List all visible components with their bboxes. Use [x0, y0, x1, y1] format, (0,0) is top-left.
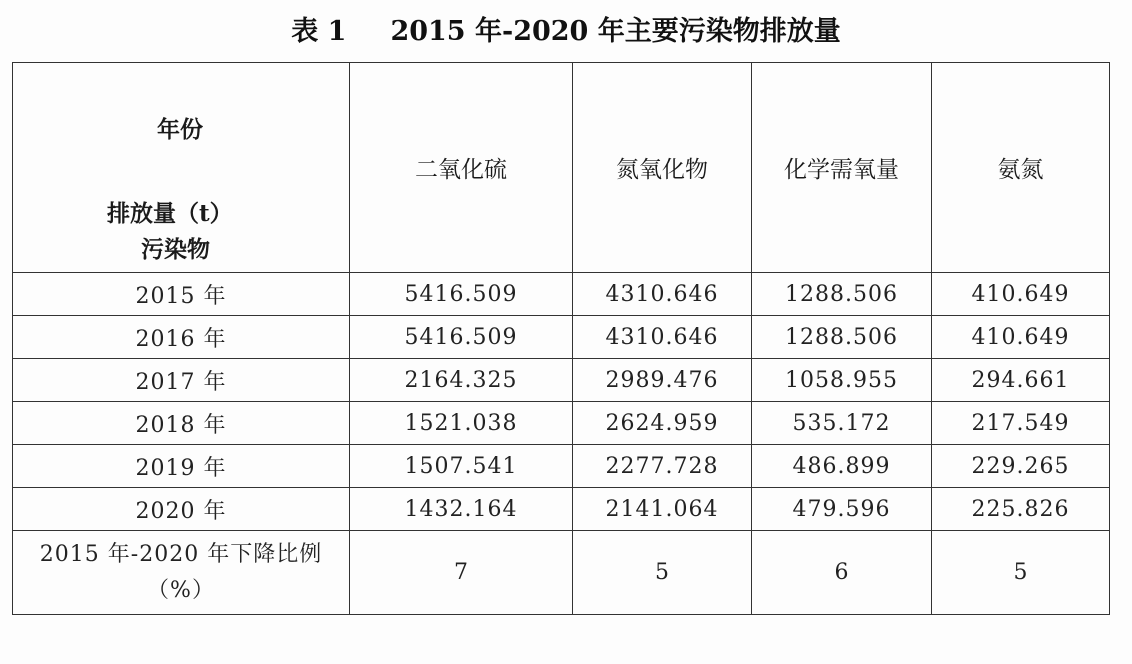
value-cell: 1432.164 — [350, 488, 573, 531]
value-cell: 486.899 — [752, 445, 932, 488]
reduction-ratio-value: 7 — [350, 531, 573, 615]
reduction-ratio-value: 6 — [752, 531, 932, 615]
table-row — [13, 316, 1110, 359]
value-cell: 1058.955 — [752, 359, 932, 402]
value-cell: 410.649 — [932, 273, 1110, 316]
value-cell: 4310.646 — [573, 316, 752, 359]
row-year-cell: 2015 年 — [13, 273, 350, 316]
value-cell: 2277.728 — [573, 445, 752, 488]
column-header-cod: 化学需氧量 — [752, 63, 932, 273]
row-year-cell: 2016 年 — [13, 316, 350, 359]
table-row — [13, 402, 1110, 445]
row-year-cell: 2018 年 — [13, 402, 350, 445]
value-cell: 1507.541 — [350, 445, 573, 488]
table-number: 表 1 — [291, 16, 347, 47]
row-year-cell: 2019 年 — [13, 445, 350, 488]
reduction-ratio-label: 2015 年-2020 年下降比例 — [39, 541, 323, 567]
value-cell: 479.596 — [752, 488, 932, 531]
reduction-ratio-label-cell — [13, 531, 350, 615]
corner-header-cell — [13, 63, 350, 273]
value-cell: 5416.509 — [350, 316, 573, 359]
corner-pollutant-label: 污染物 — [141, 236, 210, 263]
value-cell: 5416.509 — [350, 273, 573, 316]
table-row — [13, 488, 1110, 531]
reduction-ratio-row — [13, 531, 1110, 615]
value-cell: 4310.646 — [573, 273, 752, 316]
value-cell: 1288.506 — [752, 316, 932, 359]
corner-quantity-label: 排放量（t） — [107, 200, 233, 227]
table-row — [13, 445, 1110, 488]
value-cell: 229.265 — [932, 445, 1110, 488]
value-cell: 2164.325 — [350, 359, 573, 402]
value-cell: 1288.506 — [752, 273, 932, 316]
column-header-ammonia: 氨氮 — [932, 63, 1110, 273]
table-header-row — [13, 63, 1110, 273]
value-cell: 217.549 — [932, 402, 1110, 445]
corner-year-label: 年份 — [157, 116, 203, 143]
column-header-so2: 二氧化硫 — [350, 63, 573, 273]
value-cell: 1521.038 — [350, 402, 573, 445]
column-header-nox: 氮氧化物 — [573, 63, 752, 273]
row-year-cell: 2020 年 — [13, 488, 350, 531]
value-cell: 410.649 — [932, 316, 1110, 359]
value-cell: 2141.064 — [573, 488, 752, 531]
value-cell: 2624.959 — [573, 402, 752, 445]
reduction-ratio-value: 5 — [932, 531, 1110, 615]
table-title: 2015 年-2020 年主要污染物排放量 — [390, 16, 841, 47]
table-row — [13, 273, 1110, 316]
value-cell: 294.661 — [932, 359, 1110, 402]
emissions-table — [12, 62, 1110, 615]
value-cell: 2989.476 — [573, 359, 752, 402]
value-cell: 535.172 — [752, 402, 932, 445]
row-year-cell: 2017 年 — [13, 359, 350, 402]
value-cell: 225.826 — [932, 488, 1110, 531]
table-caption — [0, 14, 1132, 50]
table-row — [13, 359, 1110, 402]
reduction-ratio-value: 5 — [573, 531, 752, 615]
reduction-ratio-unit: （%） — [147, 577, 215, 603]
